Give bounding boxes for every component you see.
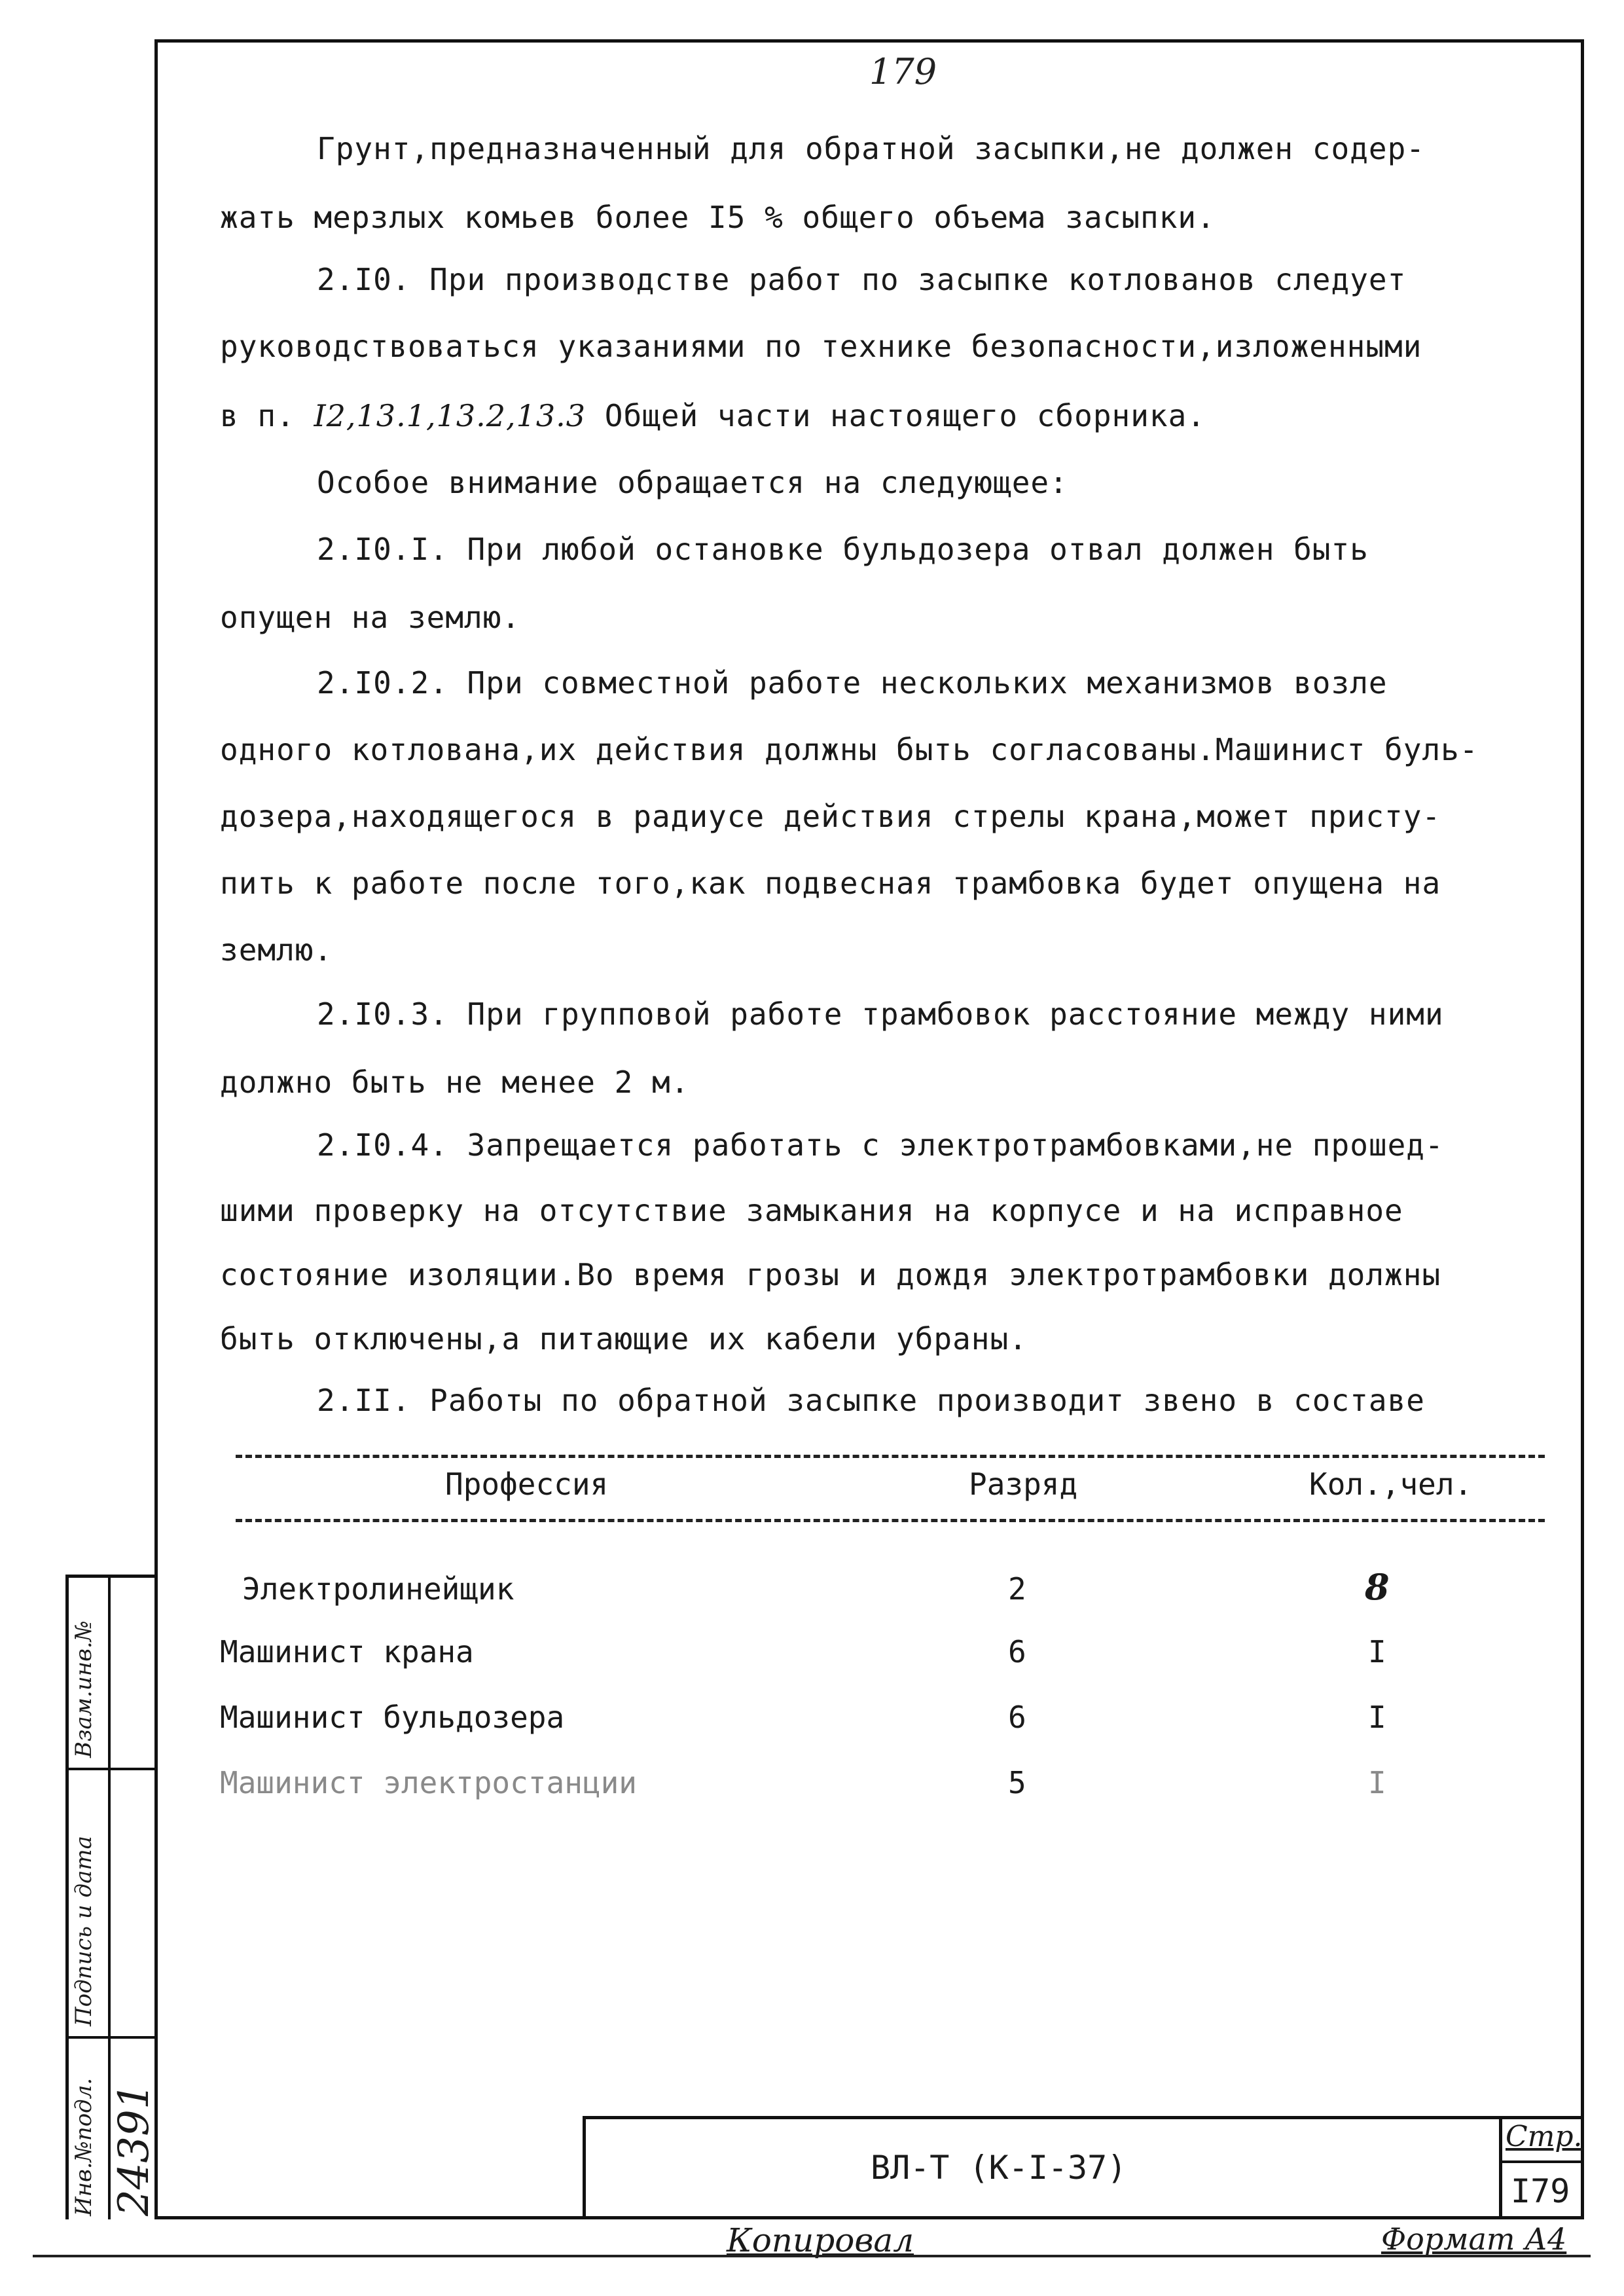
- row-profession: Машинист крана: [220, 1634, 474, 1669]
- text-line-7: 2.I0.I. При любой остановке бульдозера отвал должен быть: [317, 532, 1369, 567]
- text-line-10: одного котлована,их действия должны быть согласованы.Машинист буль-: [220, 732, 1479, 767]
- side-strip-rule: [65, 2036, 154, 2039]
- table-header-profession: Профессия: [445, 1467, 609, 1502]
- text-line-19: быть отключены,а питающие их кабели убраны.: [220, 1321, 1028, 1357]
- text-line-5-suffix: Общей части настоящего сборника.: [604, 398, 1206, 433]
- text-line-9: 2.I0.2. При совместной работе нескольких механизмов возле: [317, 665, 1388, 701]
- text-line-8: опущен на землю.: [220, 600, 521, 635]
- side-label-sign-date: Подпись и дата: [71, 1836, 97, 2026]
- row-count: I: [1368, 1634, 1386, 1669]
- inventory-number: 24391: [110, 2083, 158, 2216]
- format-label: Формат А4: [1381, 2221, 1567, 2257]
- bottom-rule: [33, 2255, 1591, 2257]
- row-profession: Машинист электростанции: [220, 1765, 637, 1800]
- row-profession: Электролинейщик: [242, 1571, 514, 1607]
- handwritten-page-number: 179: [869, 51, 937, 92]
- table-header-count: Кол.,чел.: [1309, 1467, 1473, 1502]
- side-label-inv-orig: Инв.№подл.: [71, 2077, 97, 2216]
- table-top-rule: [236, 1455, 1545, 1458]
- row-profession: Машинист бульдозера: [220, 1700, 565, 1735]
- row-count: I: [1368, 1765, 1386, 1800]
- table-header-rule: [236, 1519, 1545, 1522]
- row-grade: 5: [1008, 1765, 1026, 1800]
- page-number-separator: [1499, 2160, 1584, 2163]
- row-count: 8: [1365, 1566, 1390, 1608]
- row-grade: 6: [1008, 1700, 1026, 1735]
- text-line-16: 2.I0.4. Запрещается работать с электротрамбовками,не прошед-: [317, 1127, 1444, 1163]
- text-line-17: шими проверку на отсутствие замыкания на корпусе и на исправное: [220, 1193, 1403, 1228]
- text-line-3: 2.I0. При производстве работ по засыпке котлованов следует: [317, 262, 1407, 297]
- text-line-2: жать мерзлых комьев более I5 % общего объема засыпки.: [220, 200, 1216, 235]
- text-line-11: дозера,находящегося в радиусе действия стрелы крана,может присту-: [220, 799, 1441, 834]
- document-code: ВЛ-Т (К-I-37): [871, 2149, 1127, 2187]
- side-label-inv-replace: Взам.инв.№: [71, 1620, 97, 1758]
- text-line-4: руководствоваться указаниями по технике безопасности,изложенными: [220, 329, 1422, 364]
- text-line-20: 2.II. Работы по обратной засыпке производит звено в составе: [317, 1383, 1425, 1418]
- text-line-6: Особое внимание обращается на следующее:: [317, 465, 1068, 500]
- text-line-5-prefix: в п.: [220, 398, 295, 433]
- row-grade: 6: [1008, 1634, 1026, 1669]
- text-line-18: состояние изоляции.Во время грозы и дождя электротрамбовки должны: [220, 1257, 1441, 1292]
- text-line-14: 2.I0.3. При групповой работе трамбовок расстояние между ними: [317, 996, 1444, 1032]
- text-line-12: пить к работе после того,как подвесная трамбовка будет опущена на: [220, 866, 1441, 901]
- text-line-5a: [220, 398, 1206, 433]
- handwritten-references: I2,13.1,13.2,13.3: [314, 398, 586, 433]
- text-line-13: землю.: [220, 932, 333, 968]
- side-strip-rule: [65, 1768, 154, 1770]
- copied-label: Копировал: [727, 2221, 914, 2259]
- row-grade: 2: [1008, 1571, 1026, 1607]
- page-label: Стр.: [1506, 2120, 1583, 2153]
- table-header-grade: Разряд: [969, 1467, 1078, 1502]
- page-number: I79: [1511, 2172, 1570, 2210]
- text-line-15: должно быть не менее 2 м.: [220, 1065, 690, 1100]
- text-line-1: Грунт,предназначенный для обратной засыпки,не должен содер-: [317, 131, 1425, 166]
- row-count: I: [1368, 1700, 1386, 1735]
